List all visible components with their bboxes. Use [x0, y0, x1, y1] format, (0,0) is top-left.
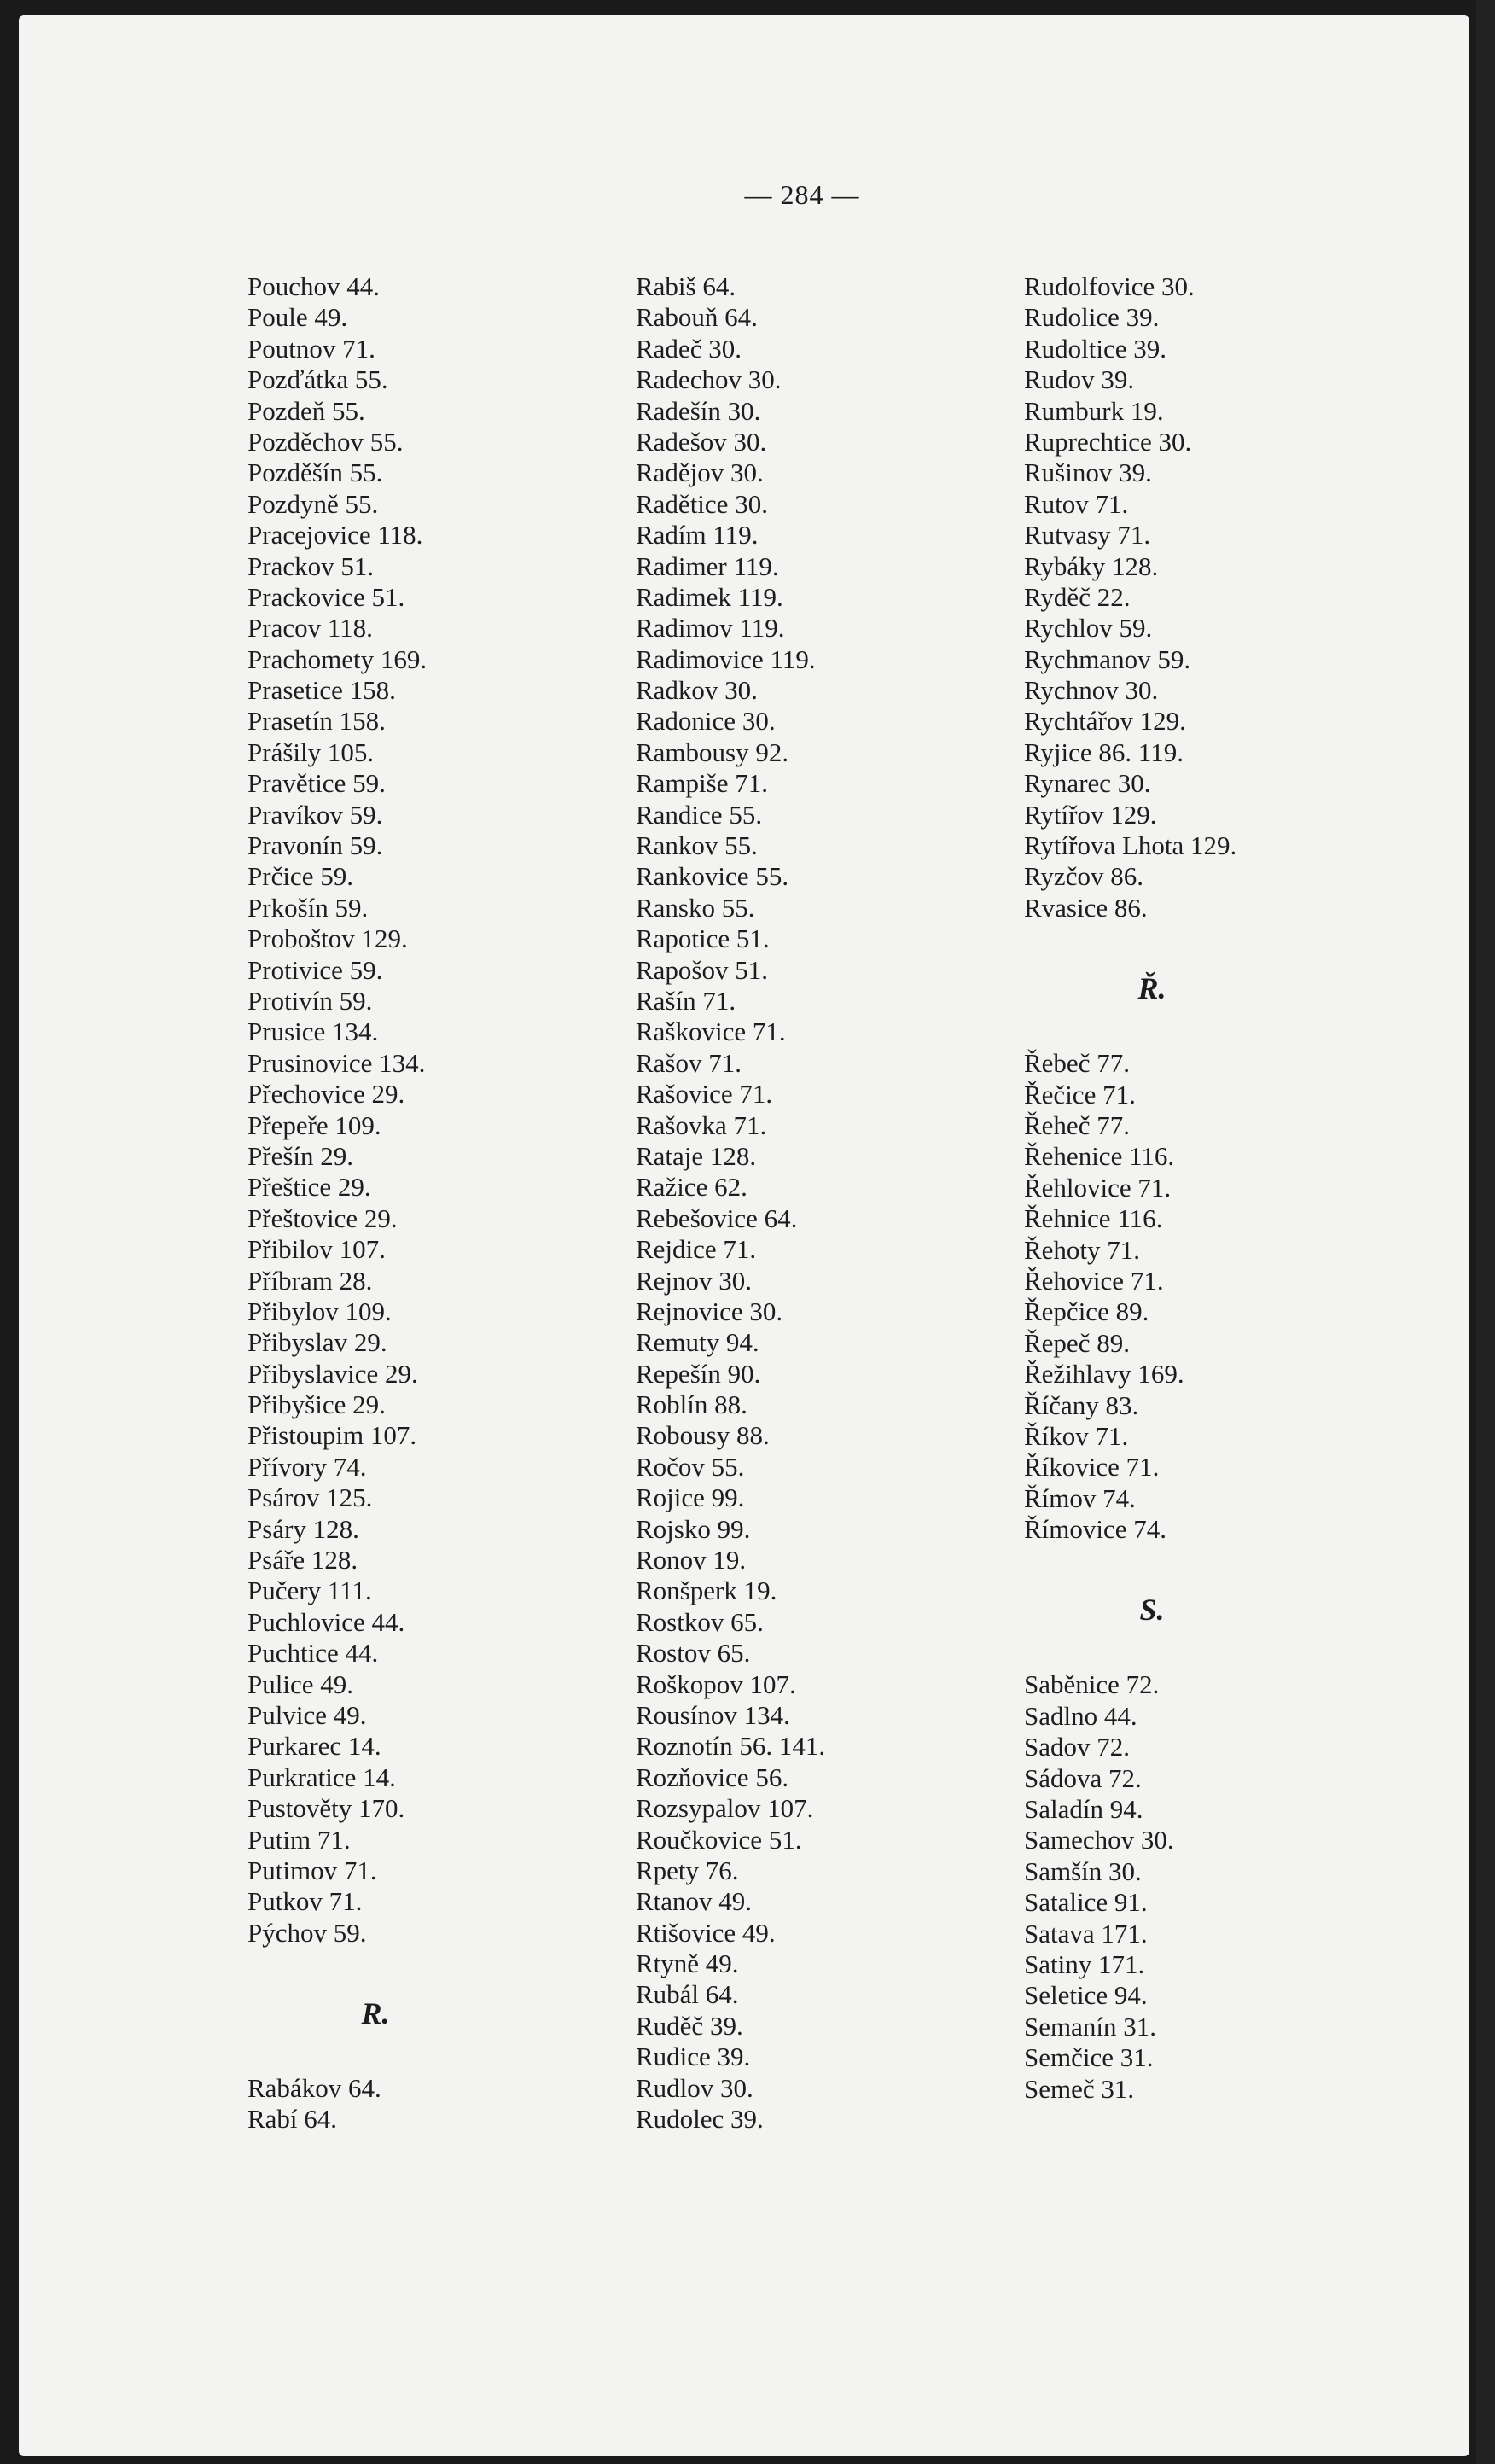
- index-entry: Semanín 31.: [1024, 2011, 1156, 2042]
- index-entry: Řehenice 116.: [1024, 1141, 1175, 1172]
- index-entry: Rtanov 49.: [636, 1886, 753, 1917]
- index-entry: Rudolice 39.: [1024, 302, 1160, 333]
- index-column-2: [636, 271, 825, 2135]
- index-entry: Rudolec 39.: [636, 2104, 764, 2135]
- index-entry: Řehlovice 71.: [1024, 1172, 1172, 1203]
- index-entry: Putim 71.: [247, 1824, 351, 1855]
- index-entry: Řehnice 116.: [1024, 1203, 1163, 1234]
- index-entry: Pulice 49.: [247, 1669, 353, 1699]
- index-entry: Pučery 111.: [247, 1576, 372, 1606]
- index-entry: Saladín 94.: [1024, 1794, 1143, 1825]
- index-entry: Rpety 76.: [636, 1855, 739, 1885]
- index-entry: Rataje 128.: [636, 1140, 757, 1171]
- index-entry: Pozďátka 55.: [247, 364, 388, 395]
- index-entry: Rudov 39.: [1024, 364, 1135, 395]
- index-entry: Rapošov 51.: [636, 954, 768, 985]
- index-entry: Přeštovice 29.: [247, 1203, 398, 1233]
- index-entry: Prášily 105.: [247, 737, 375, 767]
- index-entry: Psáry 128.: [247, 1513, 359, 1544]
- index-entry: Řebeč 77.: [1024, 1048, 1130, 1079]
- index-entry: Rambousy 92.: [636, 737, 789, 767]
- index-entry: Rašov 71.: [636, 1047, 742, 1078]
- index-entry: Přeštice 29.: [247, 1172, 371, 1203]
- index-entry: Rašovka 71.: [636, 1110, 767, 1140]
- index-entry: Radonice 30.: [636, 706, 776, 737]
- index-entry: Rabí 64.: [247, 2104, 338, 2135]
- index-entry: Přistoupim 107.: [247, 1420, 417, 1451]
- index-entry: Samechov 30.: [1024, 1825, 1174, 1855]
- index-entry: Rynarec 30.: [1024, 768, 1151, 799]
- index-entry: Radimer 119.: [636, 550, 779, 581]
- index-entry: Pulvice 49.: [247, 1699, 367, 1730]
- index-entry: Římovice 74.: [1024, 1514, 1167, 1545]
- index-entry: Pravonín 59.: [247, 830, 383, 861]
- index-entry: Robousy 88.: [636, 1420, 770, 1451]
- index-entry: Přibyslav 29.: [247, 1327, 387, 1358]
- index-entry: Přívory 74.: [247, 1451, 367, 1482]
- section-letter-r: R.: [361, 1996, 390, 2031]
- index-entry: Putkov 71.: [247, 1886, 363, 1917]
- index-entry: Remuty 94.: [636, 1327, 759, 1358]
- index-entry: Rudlov 30.: [636, 2072, 753, 2103]
- index-entry: Říkov 71.: [1024, 1420, 1129, 1451]
- index-entry: Rytířova Lhota 129.: [1024, 830, 1237, 861]
- index-entry: Řepeč 89.: [1024, 1327, 1130, 1358]
- index-entry: Radím 119.: [636, 520, 759, 550]
- index-entry: Rvasice 86.: [1024, 892, 1148, 923]
- index-entry: Radimovice 119.: [636, 644, 816, 674]
- index-entry: Rytířov 129.: [1024, 799, 1157, 830]
- index-entry: Proboštov 129.: [247, 923, 408, 954]
- index-entry: Puchtice 44.: [247, 1638, 379, 1669]
- index-entry: Rutvasy 71.: [1024, 520, 1151, 550]
- index-column-1: [247, 271, 503, 2135]
- index-entry: Ronšperk 19.: [636, 1576, 777, 1606]
- index-entry: Říkovice 71.: [1024, 1452, 1160, 1482]
- index-entry: Přepeře 109.: [247, 1110, 381, 1140]
- index-entry: Rubál 64.: [636, 1979, 739, 2010]
- index-entry: Semeč 31.: [1024, 2073, 1135, 2104]
- index-entry: Prackovice 51.: [247, 581, 405, 612]
- index-entry: Ročov 55.: [636, 1451, 745, 1482]
- index-entry: Rejdice 71.: [636, 1234, 757, 1265]
- index-entry: Prasetín 158.: [247, 706, 386, 737]
- index-entry: Řehovice 71.: [1024, 1265, 1164, 1296]
- index-entry: Rtišovice 49.: [636, 1917, 776, 1948]
- index-entry: Přibylov 109.: [247, 1296, 392, 1326]
- index-entry: Purkarec 14.: [247, 1731, 381, 1762]
- index-entry: Repešín 90.: [636, 1358, 761, 1389]
- index-entry: Randice 55.: [636, 799, 763, 830]
- index-entry: Rabiš 64.: [636, 271, 736, 301]
- index-entry: Saběnice 72.: [1024, 1669, 1160, 1700]
- index-entry: Rousínov 134.: [636, 1699, 790, 1730]
- index-entry: Roškopov 107.: [636, 1669, 796, 1699]
- index-entry: Rebešovice 64.: [636, 1203, 798, 1233]
- index-entry: Řepčice 89.: [1024, 1296, 1149, 1327]
- index-entry: Ryzčov 86.: [1024, 861, 1143, 892]
- index-entry: Seletice 94.: [1024, 1980, 1148, 2011]
- index-entry: Semčice 31.: [1024, 2042, 1154, 2073]
- index-entry: Puchlovice 44.: [247, 1606, 405, 1637]
- index-entry: Rychmanov 59.: [1024, 644, 1191, 674]
- index-entry: Rašín 71.: [636, 985, 736, 1016]
- index-entry: Pravětice 59.: [247, 768, 386, 799]
- index-entry: Roučkovice 51.: [636, 1824, 802, 1855]
- index-entry: Rapotice 51.: [636, 923, 770, 954]
- index-entry: Roblín 88.: [636, 1389, 748, 1420]
- index-entry: Ransko 55.: [636, 892, 755, 923]
- index-entry: Poutnov 71.: [247, 333, 375, 364]
- index-entry: Řečice 71.: [1024, 1079, 1136, 1110]
- index-entry: Rabouň 64.: [636, 302, 758, 333]
- index-entry: Řežihlavy 169.: [1024, 1359, 1184, 1389]
- index-entry: Rumburk 19.: [1024, 395, 1164, 426]
- index-entry: Sadlno 44.: [1024, 1700, 1137, 1731]
- index-entry: Ražice 62.: [636, 1172, 748, 1203]
- index-entry: Radechov 30.: [636, 364, 782, 395]
- index-entry: Pozdeň 55.: [247, 395, 365, 426]
- index-entry: Satiny 171.: [1024, 1948, 1145, 1979]
- index-entry: Příbram 28.: [247, 1265, 373, 1296]
- index-entry: Rozňovice 56.: [636, 1762, 789, 1792]
- index-entry: Protivice 59.: [247, 954, 383, 985]
- index-entry: Pustověty 170.: [247, 1793, 405, 1824]
- index-entry: Rojice 99.: [636, 1482, 745, 1513]
- index-entry: Ryjice 86. 119.: [1024, 737, 1184, 767]
- index-entry: Říčany 83.: [1024, 1389, 1139, 1420]
- section-letter-s: S.: [1139, 1593, 1165, 1628]
- index-entry: Rojsko 99.: [636, 1513, 751, 1544]
- section-letter-rz: Ř.: [1137, 971, 1166, 1006]
- index-entry: Prkošín 59.: [247, 892, 369, 923]
- index-entry: Sádova 72.: [1024, 1762, 1142, 1793]
- index-entry: Purkratice 14.: [247, 1762, 396, 1792]
- index-entry: Rutov 71.: [1024, 488, 1129, 519]
- index-entry: Pýchov 59.: [247, 1917, 367, 1948]
- index-entry: Radešín 30.: [636, 395, 761, 426]
- index-entry: Radějov 30.: [636, 457, 764, 488]
- index-entry: Rejnov 30.: [636, 1265, 753, 1296]
- index-entry: Rostkov 65.: [636, 1606, 764, 1637]
- index-entry: Ruděč 39.: [636, 2010, 743, 2041]
- index-entry: Prčice 59.: [247, 861, 353, 892]
- index-entry: Pracejovice 118.: [247, 520, 423, 550]
- index-entry: Satava 171.: [1024, 1918, 1148, 1948]
- index-entry: Rudice 39.: [636, 2042, 751, 2072]
- index-entry: Pouchov 44.: [247, 271, 380, 301]
- index-entry: Rychtářov 129.: [1024, 706, 1186, 737]
- index-entry: Prasetice 158.: [247, 675, 396, 706]
- index-entry: Rankovice 55.: [636, 861, 789, 892]
- index-entry: Rampiše 71.: [636, 768, 768, 799]
- index-column-3: [1024, 271, 1280, 2105]
- index-entry: Řeheč 77.: [1024, 1110, 1130, 1140]
- index-entry: Prusice 134.: [247, 1016, 379, 1047]
- index-entry: Pozdyně 55.: [247, 488, 379, 519]
- index-entry: Rychlov 59.: [1024, 613, 1153, 644]
- index-entry: Radeč 30.: [636, 333, 742, 364]
- index-entry: Rtyně 49.: [636, 1948, 739, 1979]
- index-entry: Rudoltice 39.: [1024, 333, 1167, 364]
- index-entry: Rejnovice 30.: [636, 1296, 783, 1326]
- index-entry: Rychnov 30.: [1024, 675, 1159, 706]
- index-entry: Přešín 29.: [247, 1140, 353, 1171]
- index-entry: Rabákov 64.: [247, 2073, 381, 2104]
- index-entry: Rybáky 128.: [1024, 550, 1159, 581]
- index-entry: Roznotín 56. 141.: [636, 1731, 826, 1762]
- index-entry: Psáře 128.: [247, 1545, 358, 1576]
- index-entry: Přibyšice 29.: [247, 1389, 386, 1420]
- index-entry: Pracov 118.: [247, 613, 373, 644]
- index-entry: Prackov 51.: [247, 550, 375, 581]
- index-entry: Rušinov 39.: [1024, 457, 1152, 488]
- index-entry: Prusinovice 134.: [247, 1047, 426, 1078]
- index-entry: Poule 49.: [247, 302, 348, 333]
- index-entry: Ronov 19.: [636, 1545, 747, 1576]
- index-entry: Putimov 71.: [247, 1855, 377, 1885]
- index-entry: Přibyslavice 29.: [247, 1358, 418, 1389]
- page-edge: [1476, 0, 1495, 2464]
- index-entry: Přibilov 107.: [247, 1234, 386, 1265]
- index-entry: Rostov 65.: [636, 1638, 751, 1669]
- index-entry: Římov 74.: [1024, 1482, 1136, 1513]
- page-number: — 284 —: [744, 179, 860, 210]
- index-entry: Rudolfovice 30.: [1024, 271, 1195, 301]
- index-entry: Radětice 30.: [636, 488, 768, 519]
- index-entry: Ruprechtice 30.: [1024, 426, 1192, 457]
- index-entry: Řehoty 71.: [1024, 1234, 1141, 1265]
- index-entry: Raškovice 71.: [636, 1016, 786, 1047]
- index-entry: Rankov 55.: [636, 830, 758, 861]
- index-entry: Rašovice 71.: [636, 1079, 773, 1110]
- index-entry: Pozděšín 55.: [247, 457, 383, 488]
- index-entry: Radkov 30.: [636, 675, 758, 706]
- index-entry: Satalice 91.: [1024, 1887, 1148, 1918]
- index-entry: Radešov 30.: [636, 426, 767, 457]
- index-entry: Pozděchov 55.: [247, 426, 404, 457]
- index-entry: Psárov 125.: [247, 1482, 373, 1513]
- index-entry: Radimov 119.: [636, 613, 785, 644]
- index-entry: Sadov 72.: [1024, 1732, 1130, 1762]
- index-entry: Samšín 30.: [1024, 1855, 1142, 1886]
- index-entry: Přechovice 29.: [247, 1079, 405, 1110]
- index-entry: Prachomety 169.: [247, 644, 428, 674]
- index-entry: Ryděč 22.: [1024, 581, 1131, 612]
- index-entry: Pravíkov 59.: [247, 799, 383, 830]
- index-entry: Radimek 119.: [636, 581, 783, 612]
- index-entry: Protivín 59.: [247, 985, 373, 1016]
- index-entry: Rozsypalov 107.: [636, 1793, 814, 1824]
